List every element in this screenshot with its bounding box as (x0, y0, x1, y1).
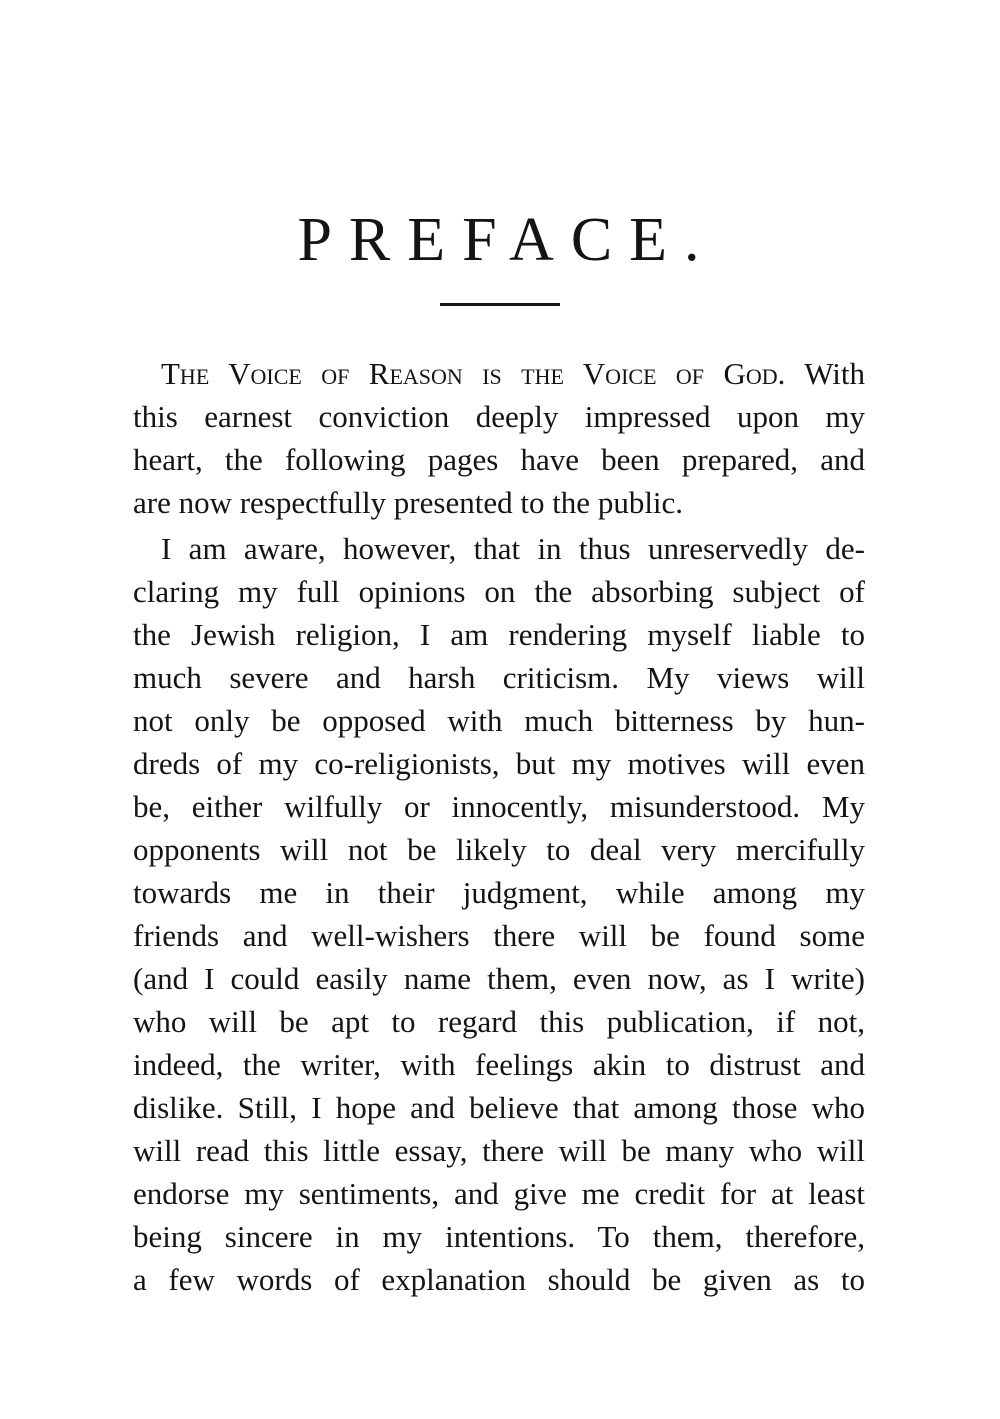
text-line: heart, the following pages have been prepared, and (133, 442, 865, 477)
text-line: dreds of my co-religionists, but my motives will even (133, 746, 865, 781)
page-title: PREFACE. (297, 206, 717, 274)
preface-text (133, 352, 865, 1301)
text-line: the Jewish religion, I am rendering myself liable to (133, 617, 865, 652)
opening-small-caps: The Voice of Reason is the Voice of God. (161, 356, 786, 391)
text-line: will read this little essay, there will be many who will (133, 1133, 865, 1168)
text-line: being sincere in my intentions. To them, therefore, (133, 1219, 865, 1254)
text-line: opponents will not be likely to deal very mercifully (133, 832, 865, 867)
text-line: (and I could easily name them, even now, as I write) (133, 961, 865, 996)
text-line: not only be opposed with much bitterness by hun- (133, 703, 865, 738)
text-line: much severe and harsh criticism. My views will (133, 660, 865, 695)
text-line-fragment: With (804, 356, 865, 391)
text-line: I am aware, however, that in thus unreservedly de- (161, 531, 865, 566)
text-line: be, either wilfully or innocently, misunderstood. My (133, 789, 865, 824)
text-line: this earnest conviction deeply impressed upon my (133, 399, 865, 434)
text-line: indeed, the writer, with feelings akin to distrust and (133, 1047, 865, 1082)
text-line: friends and well-wishers there will be found some (133, 918, 865, 953)
text-line: claring my full opinions on the absorbing subject of (133, 574, 865, 609)
text-line: a few words of explanation should be given as to (133, 1262, 865, 1297)
text-line (133, 352, 865, 395)
text-line: endorse my sentiments, and give me credit for at least (133, 1176, 865, 1211)
text-line: who will be apt to regard this publication, if not, (133, 1004, 865, 1039)
text-line: towards me in their judgment, while among my (133, 875, 865, 910)
title-rule (440, 303, 560, 306)
text-line: are now respectfully presented to the public. (133, 485, 684, 520)
text-line: dislike. Still, I hope and believe that among those who (133, 1090, 865, 1125)
